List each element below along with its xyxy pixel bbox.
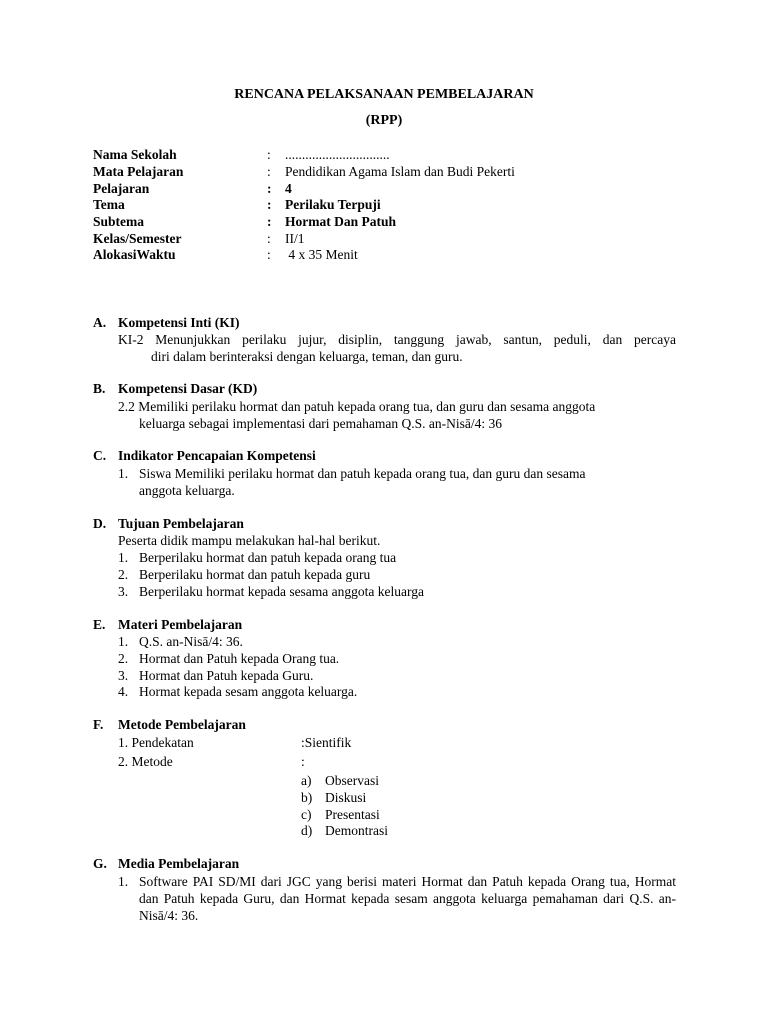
section-e-letter: E. [93,617,106,632]
list-item-number: 2. [118,566,129,582]
identity-value: 4 [285,181,292,196]
list-item-text: Hormat dan Patuh kepada Orang tua. [139,650,340,666]
document-title: RENCANA PELAKSANAAN PEMBELAJARAN [234,87,534,102]
list-item-text: Berperilaku hormat dan patuh kepada guru [139,566,371,582]
identity-separator: : [267,247,271,262]
identity-label: Mata Pelajaran [93,164,184,179]
identity-separator: : [267,181,272,196]
list-item-text: Presentasi [325,806,380,822]
identity-label: Tema [93,197,125,212]
identity-value: 4 x 35 Menit [285,247,358,262]
identity-separator: : [267,164,271,179]
list-item-letter: b) [301,789,313,805]
list-item-number: 1. [118,550,129,565]
list-item-text: Observasi [325,773,379,788]
section-c-item-line-2: anggota keluarga. [139,483,235,498]
list-item-number: 3. [118,667,129,683]
section-c-item-num: 1. [118,466,129,481]
section-d-heading: Tujuan Pembelajaran [118,516,244,531]
section-c-heading: Indikator Pencapaian Kompetensi [118,448,316,463]
pendekatan-value: :Sientifik [301,735,352,750]
list-item-letter: c) [301,806,312,822]
list-item-text: Hormat kepada sesam anggota keluarga. [139,684,358,700]
section-g-item-text: Software PAI SD/MI dari JGC yang berisi materi Hormat dan Patuh kepada Orang tua, Hormat dan Patuh kepada Guru, dan Hormat kepada sesam anggota keluarga pemahaman dari Q.S. an-Nisā/4: 36. [139,874,676,923]
list-item-number: 3. [118,583,129,599]
list-item-text: Hormat dan Patuh kepada Guru. [139,667,314,683]
list-item-text: Q.S. an-Nisā/4: 36. [139,634,243,649]
list-item-text: Demontrasi [325,823,388,839]
list-item-letter: d) [301,823,313,839]
section-d-intro: Peserta didik mampu melakukan hal-hal berikut. [118,533,381,548]
section-c-letter: C. [93,448,107,463]
pendekatan-label: 1. Pendekatan [118,735,194,750]
section-b-line-2: keluarga sebagai implementasi dari pemahaman Q.S. an-Nisā/4: 36 [139,416,503,431]
section-a-letter: A. [93,315,107,330]
identity-label: AlokasiWaktu [93,247,176,262]
list-item-letter: a) [301,773,312,788]
identity-value: Pendidikan Agama Islam dan Budi Pekerti [285,164,515,179]
section-f-letter: F. [93,717,104,732]
section-g-heading: Media Pembelajaran [118,856,240,871]
section-b-line-1: 2.2 Memiliki perilaku hormat dan patuh kepada orang tua, dan guru dan sesama anggota [118,399,596,414]
list-item-text: Berperilaku hormat dan patuh kepada orang tua [139,550,397,565]
list-item-text: Diskusi [325,789,367,805]
document-subtitle: (RPP) [365,113,403,128]
section-b-letter: B. [93,381,106,396]
identity-separator: : [267,231,271,246]
identity-label: Pelajaran [93,181,150,196]
identity-label: Kelas/Semester [93,231,182,246]
identity-value: II/1 [285,231,305,246]
identity-separator: : [267,147,271,162]
identity-separator: : [267,197,272,212]
section-a-line-2: diri dalam berinteraksi dengan keluarga, teman, dan guru. [151,349,463,364]
identity-value: Perilaku Terpuji [285,197,381,212]
section-g-item-num: 1. [118,874,129,889]
identity-label: Subtema [93,214,145,229]
metode-separator: : [301,754,305,769]
section-b-heading: Kompetensi Dasar (KD) [118,381,258,396]
list-item-number: 4. [118,684,129,700]
section-f-heading: Metode Pembelajaran [118,717,246,732]
list-item-number: 1. [118,634,129,649]
section-g-letter: G. [93,856,107,871]
identity-value: ............................... [285,147,390,162]
section-a-line-1: KI-2 Menunjukkan perilaku jujur, disiplin, tanggung jawab, santun, peduli, dan percaya [118,332,676,347]
section-c-item-line-1: Siswa Memiliki perilaku hormat dan patuh kepada orang tua, dan guru dan sesama [139,466,586,481]
section-d-letter: D. [93,516,107,531]
metode-label: 2. Metode [118,754,173,769]
list-item-number: 2. [118,650,129,666]
identity-value: Hormat Dan Patuh [285,214,396,229]
identity-separator: : [267,214,272,229]
section-e-heading: Materi Pembelajaran [118,617,243,632]
section-a-heading: Kompetensi Inti (KI) [118,315,240,330]
list-item-text: Berperilaku hormat kepada sesama anggota keluarga [139,583,425,599]
identity-label: Nama Sekolah [93,147,177,162]
